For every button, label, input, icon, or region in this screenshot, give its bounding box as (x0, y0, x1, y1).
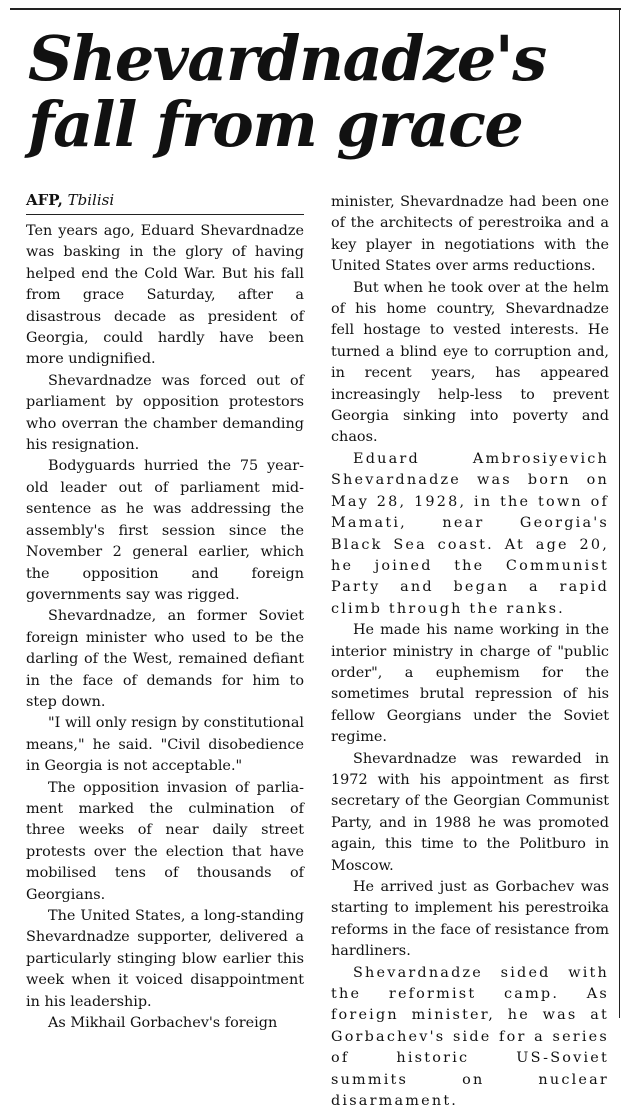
article-paragraph: He arrived just as Gorbachev was starting to implement his perestroika reforms in the face of resistance from hardliners. (331, 879, 609, 960)
article-paragraph: As Mikhail Gorbachev's foreign (48, 1015, 278, 1032)
article-paragraph: Shevardnadze was forced out of parliament by opposition protestors who overran the chamber demanding his resignation. (26, 372, 304, 454)
article-paragraph: But when he took over at the helm of his home country, Shevardnadze fell hostage to vested interests. He turned a blind eye to corruption and, in recent years, has appeared increasingly help-less to prevent Georgia sinking into poverty and chaos. (331, 279, 609, 446)
right-rule (619, 8, 620, 1018)
article-paragraph: Shevardnadze was rewarded in 1972 with his appointment as first secretary of the Georgian Communist Party, and in 1988 he was promoted again, this time to the Politburo in Moscow. (331, 750, 609, 874)
article-paragraph: The opposition invasion of parlia-ment marked the culmination of three weeks of near daily street protests over the election that have mobilised tens of thousands of Georgians. (26, 779, 304, 903)
article-paragraph: He made his name working in the interior ministry in charge of "public order", a euphemism for the sometimes brutal repression of his fellow Georgians under the Soviet regime. (331, 622, 609, 746)
byline (26, 190, 304, 215)
article-paragraph: minister, Shevardnadze had been one of the architects of perestroika and a key player in negotiations with the United States over arms reductions. (331, 194, 609, 275)
article-paragraph: Shevardnadze sided with the reformist camp. As foreign minister, he was at Gorbachev's side for a series of historic US-Soviet summits on nuclear disarmament. (331, 964, 609, 1110)
byline-agency: AFP, (26, 191, 63, 209)
article-paragraph: Ten years ago, Eduard Shevardnadze was basking in the glory of having helped end the Cold War. But his fall from grace Saturday, after a disastrous decade as president of Georgia, could hardly have been more undignified. (26, 223, 304, 368)
article-paragraph: Bodyguards hurried the 75 year-old leader out of parliament mid-sentence as he was addressing the assembly's first session since the November 2 general earlier, which the opposition and foreign governments say was rigged. (26, 458, 304, 603)
article-paragraph: Eduard Ambrosiyevich Shevardnadze was born on May 28, 1928, in the town of Mamati, near Georgia's Black Sea coast. At age 20, he joined the Communist Party and began a rapid climb through the ranks. (331, 450, 609, 617)
article-paragraph: The United States, a long-standing Shevardnadze supporter, delivered a particularly stinging blow earlier this week when it voiced disappointment in his leadership. (26, 908, 304, 1010)
article-paragraph: Shevardnadze, an former Soviet foreign minister who used to be the darling of the West, remained defiant in the face of demands for him to step down. (26, 608, 304, 710)
article-column-left (26, 190, 304, 1034)
article-column-right (331, 192, 609, 1112)
headline: Shevardnadze's fall from grace (28, 22, 546, 161)
top-rule (10, 8, 621, 10)
article-paragraph: "I will only resign by constitutional means," he said. "Civil disobedience in Georgia is not acceptable." (26, 715, 304, 775)
byline-location: Tbilisi (67, 191, 115, 209)
